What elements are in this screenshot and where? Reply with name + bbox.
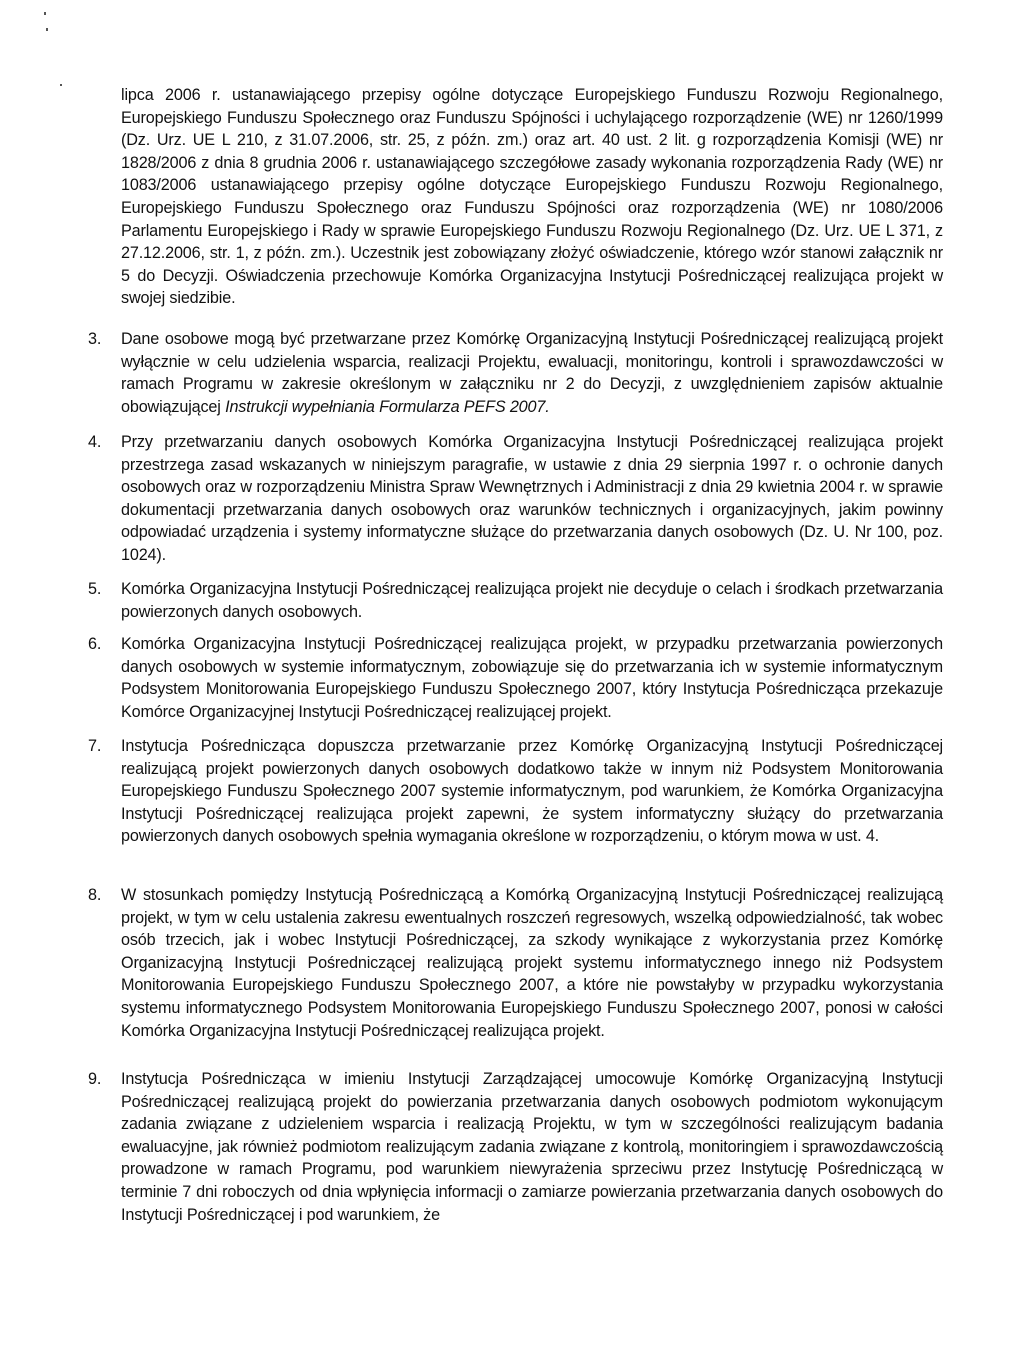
list-number: 4. xyxy=(88,433,102,451)
list-number: 3. xyxy=(88,330,102,348)
list-number: 9. xyxy=(88,1070,102,1088)
list-number: 7. xyxy=(88,737,102,755)
instruction-title: Instrukcji wypełniania Formularza PEFS 2007. xyxy=(225,397,550,416)
list-item-text: Instytucja Pośrednicząca dopuszcza przetwarzanie przez Komórkę Organizacyjną Instytucji Pośredniczącej realizującą projekt powierzonych danych osobowych dodatkowo także w innym niż Podsystem Monitorowania Europejskiego Funduszu Społecznego 2007 systemie informatycznym, pod warunkiem, że Komórka Organizacyjna Instytucji Pośredniczącej realizująca projekt zapewni, że system informatyczny służący do przetwarzania powierzonych danych osobowych spełnia wymagania określone w rozporządzeniu, o którym mowa w ust. 4. xyxy=(121,737,943,846)
scan-speck xyxy=(46,28,48,31)
list-number: 8. xyxy=(88,886,102,904)
list-item-4 xyxy=(88,431,943,567)
intro-paragraph: lipca 2006 r. ustanawiającego przepisy ogólne dotyczące Europejskiego Funduszu Rozwoju Regionalnego, Europejskiego Funduszu Społecznego oraz Funduszu Spójności i uchylającego rozporządzenie (WE) nr 1260/1999 (Dz. Urz. UE L 210, z 31.07.2006, str. 25, z późn. zm.) oraz art. 40 ust. 2 lit. g rozporządzenia Komisji (WE) nr 1828/2006 z dnia 8 grudnia 2006 r. ustanawiającego szczegółowe zasady wykonania rozporządzenia Rady (WE) nr 1083/2006 ustanawiającego przepisy ogólne dotyczące Europejskiego Funduszu Rozwoju Regionalnego, Europejskiego Funduszu Społecznego oraz Funduszu Spójności oraz rozporządzenia (WE) nr 1080/2006 Parlamentu Europejskiego i Rady w sprawie Europejskiego Funduszu Rozwoju Regionalnego (Dz. Urz. UE L 371, z 27.12.2006, str. 1, z późn. zm.). Uczestnik jest zobowiązany złożyć oświadczenie, którego wzór stanowi załącznik nr 5 do Decyzji. Oświadczenia przechowuje Komórka Organizacyjna Instytucji Pośredniczącej realizująca projekt w swojej siedzibie. xyxy=(121,86,943,308)
list-item-9 xyxy=(88,1068,943,1226)
list-number: 5. xyxy=(88,580,102,598)
list-item-3 xyxy=(88,328,943,418)
scan-speck xyxy=(60,84,62,86)
list-item-text: Komórka Organizacyjna Instytucji Pośredniczącej realizująca projekt nie decyduje o celach i środkach przetwarzania powierzonych danych osobowych. xyxy=(121,580,943,621)
list-item-text: Instytucja Pośrednicząca w imieniu Instytucji Zarządzającej umocowuje Komórkę Organizacyjną Instytucji Pośredniczącej realizującą projekt do powierzania przetwarzania danych osobowych podmiotom wykonującym zadania związane z udzieleniem wsparcia i realizacją Projektu, w tym w szczególności realizującym badania ewaluacyjne, jak również podmiotom realizującym zadania związane z kontrolą, monitoringiem i sprawozdawczością prowadzone w ramach Programu, pod warunkiem niewyrażenia sprzeciwu przez Instytucję Pośredniczącą w terminie 7 dni roboczych od dnia wpłynięcia informacji o zamiarze powierzania przetwarzania danych osobowych do Instytucji Pośredniczącej i pod warunkiem, że xyxy=(121,1070,943,1224)
list-item-text: W stosunkach pomiędzy Instytucją Pośredniczącą a Komórką Organizacyjną Instytucji Pośredniczącej realizującą projekt, w tym w celu ustalenia zakresu ewentualnych roszczeń regresowych, wszelką odpowiedzialność, tak wobec osób trzecich, jak i wobec Instytucji Pośredniczącej, za szkody wynikające z wykorzystania przez Komórkę Organizacyjną Instytucji Pośredniczącej realizującą projekt systemu informatycznego innego niż Podsystem Monitorowania Europejskiego Funduszu Społecznego 2007, a które nie powstałyby w przypadku wykorzystania systemu informatycznego Podsystem Monitorowania Europejskiego Funduszu Społecznego 2007, ponosi w całości Komórka Organizacyjna Instytucji Pośredniczącej realizująca projekt. xyxy=(121,886,943,1040)
list-item-text: Przy przetwarzaniu danych osobowych Komórka Organizacyjna Instytucji Pośredniczącej realizująca projekt przestrzega zasad wskazanych w niniejszym paragrafie, w ustawie z dnia 29 sierpnia 1997 r. o ochronie danych osobowych oraz w rozporządzeniu Ministra Spraw Wewnętrznych i Administracji z dnia 29 kwietnia 2004 r. w sprawie dokumentacji przetwarzania danych osobowych oraz warunków technicznych i organizacyjnych, jakim powinny odpowiadać urządzenia i systemy informatyczne służące do przetwarzania danych osobowych (Dz. U. Nr 100, poz. 1024). xyxy=(121,433,943,564)
list-item-8 xyxy=(88,884,943,1042)
list-item-5 xyxy=(88,578,943,623)
list-number: 6. xyxy=(88,635,102,653)
list-item-text: Komórka Organizacyjna Instytucji Pośredniczącej realizująca projekt, w przypadku przetwarzania powierzonych danych osobowych w systemie informatycznym, zobowiązuje się do przetwarzania ich w systemie informatycznym Podsystem Monitorowania Europejskiego Funduszu Społecznego 2007, który Instytucja Pośrednicząca przekazuje Komórce Organizacyjnej Instytucji Pośredniczącej realizującej projekt. xyxy=(121,635,943,721)
list-item-7 xyxy=(88,735,943,848)
list-item-text: Dane osobowe mogą być przetwarzane przez Komórkę Organizacyjną Instytucji Pośredniczącej realizującą projekt wyłącznie w celu udzielenia wsparcia, realizacji Projektu, ewaluacji, monitoringu, kontroli i sprawozdawczości w ramach Programu w zakresie określonym w załączniku nr 2 do Decyzji, z uwzględnieniem zapisów aktualnie obowiązującej xyxy=(121,330,943,416)
scan-speck xyxy=(44,12,46,15)
list-item-6 xyxy=(88,633,943,723)
